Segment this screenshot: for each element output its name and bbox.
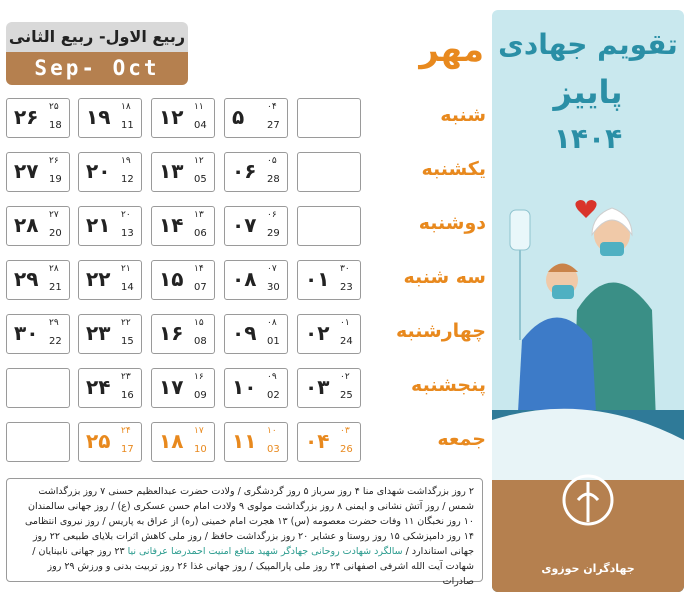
hijri-date: ۱۵: [194, 318, 204, 328]
day-cell[interactable]: [297, 314, 361, 354]
notes-text-2: ۲۳ روز جهانی نابینایان / شهادت آیت الله اشرفی اصفهانی ۲۴ روز ملی پارالمپیک / روز جهانی غذا ۲۶ روز تربیت بدنی و ورزش ۲۹ روز صادرات: [32, 546, 474, 587]
hijri-date: ۲۲: [121, 318, 131, 328]
gregorian-date: 06: [194, 228, 207, 239]
day-cell[interactable]: [224, 152, 288, 192]
gregorian-date: 18: [49, 120, 62, 131]
hijri-date: ۱۷: [194, 426, 204, 436]
persian-date: ۰۲: [305, 321, 330, 345]
hijri-date: ۰۲: [340, 372, 350, 382]
hijri-date: ۲۰: [121, 210, 131, 220]
day-cell[interactable]: [78, 368, 142, 408]
gregorian-date: 23: [340, 282, 353, 293]
gregorian-date: 27: [267, 120, 280, 131]
day-cell[interactable]: [78, 314, 142, 354]
hijri-date: ۲۳: [121, 372, 131, 382]
gregorian-date: 21: [49, 282, 62, 293]
persian-date: ۱۳: [159, 159, 184, 183]
day-cell[interactable]: [297, 260, 361, 300]
persian-date: ۵: [232, 105, 245, 129]
illustration-panel: [492, 10, 684, 592]
day-cell[interactable]: [6, 314, 70, 354]
gregorian-date: 29: [267, 228, 280, 239]
day-cell[interactable]: [297, 422, 361, 462]
hijri-date: ۲۷: [49, 210, 59, 220]
weekday-label: چهارشنبه: [395, 320, 486, 342]
hijri-date: ۰۱: [340, 318, 350, 328]
gregorian-date: 15: [121, 336, 134, 347]
weekday-label: سه شنبه: [403, 266, 486, 288]
persian-date: ۲۹: [14, 267, 39, 291]
day-cell[interactable]: [151, 422, 215, 462]
persian-date: ۲۰: [86, 159, 111, 183]
hijri-date: ۰۷: [267, 264, 277, 274]
hijri-date: ۰۶: [267, 210, 277, 220]
hijri-date: ۱۴: [194, 264, 204, 274]
gregorian-date: 22: [49, 336, 62, 347]
persian-date: ۰۸: [232, 267, 257, 291]
hijri-date: ۰۳: [340, 426, 350, 436]
persian-date: ۲۵: [86, 429, 111, 453]
persian-date: ۳۰: [14, 321, 39, 345]
day-cell[interactable]: [151, 98, 215, 138]
gregorian-date: 16: [121, 390, 134, 401]
persian-date: ۰۳: [305, 375, 330, 399]
persian-date: ۰۶: [232, 159, 257, 183]
day-cell[interactable]: [78, 206, 142, 246]
gregorian-date: 28: [267, 174, 280, 185]
panel-season: پاییز: [553, 73, 623, 111]
day-cell[interactable]: [224, 422, 288, 462]
gregorian-date: 17: [121, 444, 134, 455]
gregorian-date: 25: [340, 390, 353, 401]
occasions-notes: [6, 478, 483, 587]
day-cell[interactable]: [6, 422, 70, 462]
hijri-date: ۲۸: [49, 264, 59, 274]
hijri-date: ۲۱: [121, 264, 131, 274]
hijri-date: ۱۸: [121, 102, 131, 112]
persian-date: ۰۷: [232, 213, 257, 237]
persian-date: ۲۸: [14, 213, 39, 237]
day-cell[interactable]: [224, 368, 288, 408]
gregorian-date: 12: [121, 174, 134, 185]
persian-date: ۲۲: [86, 267, 111, 291]
hijri-months: ربیع الاول- ربیع الثانی: [6, 22, 188, 52]
persian-date: ۱۷: [159, 375, 184, 399]
day-cell[interactable]: [224, 206, 288, 246]
day-cell[interactable]: [224, 98, 288, 138]
persian-date: ۲۶: [14, 105, 39, 129]
persian-date: ۱۲: [159, 105, 184, 129]
hijri-date: ۱۶: [194, 372, 204, 382]
day-cell[interactable]: [151, 368, 215, 408]
persian-date: ۱۵: [159, 267, 184, 291]
gregorian-date: 20: [49, 228, 62, 239]
hijri-date: ۰۵: [267, 156, 277, 166]
hijri-date: ۱۲: [194, 156, 204, 166]
persian-date: ۲۴: [86, 375, 111, 399]
notes-highlight: سالگرد شهادت روحانی جهادگر شهید منافع امنیت احمدرضا عرفانی نیا: [127, 546, 403, 557]
persian-date: ۰۱: [305, 267, 330, 291]
panel-year: ۱۴۰۴: [553, 122, 623, 155]
persian-date: ۱۶: [159, 321, 184, 345]
persian-date: ۱۴: [159, 213, 184, 237]
day-cell[interactable]: [6, 98, 70, 138]
gregorian-months: Sep- Oct: [6, 52, 188, 85]
day-cell[interactable]: [297, 368, 361, 408]
day-cell[interactable]: [224, 260, 288, 300]
hijri-date: ۲۶: [49, 156, 59, 166]
gregorian-date: 05: [194, 174, 207, 185]
day-cell[interactable]: [151, 206, 215, 246]
day-cell[interactable]: [6, 206, 70, 246]
hijri-date: ۱۱: [194, 102, 204, 112]
gregorian-date: 09: [194, 390, 207, 401]
day-cell[interactable]: [151, 260, 215, 300]
gregorian-date: 10: [194, 444, 207, 455]
hijri-date: ۰۹: [267, 372, 277, 382]
weekday-label: پنجشنبه: [411, 374, 486, 396]
hijri-date: ۱۳: [194, 210, 204, 220]
persian-date: ۱۰: [232, 375, 257, 399]
weekday-label: شنبه: [440, 104, 486, 126]
day-cell[interactable]: [78, 422, 142, 462]
gregorian-date: 13: [121, 228, 134, 239]
weekday-label: جمعه: [437, 428, 486, 450]
day-cell[interactable]: [297, 152, 361, 192]
persian-date: ۲۳: [86, 321, 111, 345]
month-header: [6, 22, 188, 85]
day-cell[interactable]: [297, 206, 361, 246]
gregorian-date: 04: [194, 120, 207, 131]
persian-date: ۱۱: [232, 429, 257, 453]
gregorian-date: 26: [340, 444, 353, 455]
hijri-date: ۰۸: [267, 318, 277, 328]
hijri-date: ۲۵: [49, 102, 59, 112]
day-cell[interactable]: [78, 152, 142, 192]
day-cell[interactable]: [6, 152, 70, 192]
day-cell[interactable]: [6, 260, 70, 300]
hijri-date: ۳۰: [340, 264, 350, 274]
persian-date: ۱۹: [86, 105, 111, 129]
day-cell[interactable]: [151, 314, 215, 354]
persian-month-title: مهر: [419, 30, 484, 70]
hijri-date: ۱۰: [267, 426, 277, 436]
persian-date: ۲۱: [86, 213, 111, 237]
persian-date: ۰۹: [232, 321, 257, 345]
hijri-date: ۲۴: [121, 426, 131, 436]
day-cell[interactable]: [78, 260, 142, 300]
day-cell[interactable]: [151, 152, 215, 192]
day-cell[interactable]: [78, 98, 142, 138]
weekday-label: یکشنبه: [421, 158, 486, 180]
persian-date: ۲۷: [14, 159, 39, 183]
gregorian-date: 07: [194, 282, 207, 293]
panel-title: تقویم جهادی: [498, 28, 678, 61]
weekday-label: دوشنبه: [418, 212, 486, 234]
persian-date: ۰۴: [305, 429, 330, 453]
gregorian-date: 03: [267, 444, 280, 455]
hijri-date: ۰۴: [267, 102, 277, 112]
gregorian-date: 01: [267, 336, 280, 347]
gregorian-date: 11: [121, 120, 134, 131]
gregorian-date: 14: [121, 282, 134, 293]
gregorian-date: 08: [194, 336, 207, 347]
hospital-illustration: [492, 10, 684, 592]
hijri-date: ۲۹: [49, 318, 59, 328]
gregorian-date: 24: [340, 336, 353, 347]
hijri-date: ۱۹: [121, 156, 131, 166]
gregorian-date: 19: [49, 174, 62, 185]
gregorian-date: 02: [267, 390, 280, 401]
day-cell[interactable]: [6, 368, 70, 408]
brand-name: جهادگران حوزوی: [541, 562, 635, 575]
notes-text-1: ۲ روز بزرگداشت شهدای منا ۴ روز سرباز ۵ روز گردشگری / ولادت حضرت عبدالعظیم حسنی ۷ روز بزرگداشت شمس / روز آتش نشانی و ایمنی ۸ روز بزرگداشت مولوی ۹ ولادت امام حسن عسکری (ع) / روز جهانی سالمندان ۱۰ روز نخبگان ۱۱ وفات حضرت معصومه (س) ۱۳ هجرت امام خمینی (ره) از عراق به پاریس / روز نیروی انتظامی ۱۴ روز دامپزشکی ۱۵ روز روستا و عشایر ۲۰ روز بزرگداشت حافظ / روز ملی کاهش اثرات بلایای طبیعی ۲۲ روز جهانی استاندارد /: [24, 486, 474, 557]
day-cell[interactable]: [224, 314, 288, 354]
day-cell[interactable]: [297, 98, 361, 138]
gregorian-date: 30: [267, 282, 280, 293]
persian-date: ۱۸: [159, 429, 184, 453]
